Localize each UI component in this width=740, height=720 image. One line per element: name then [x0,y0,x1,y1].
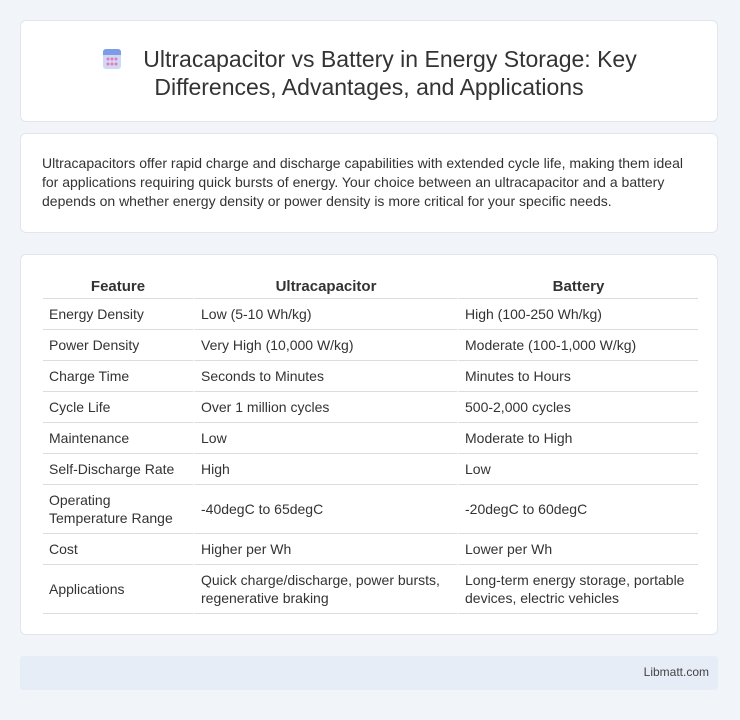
battery-cell: 500-2,000 cycles [457,392,698,423]
battery-cell: Low [457,454,698,485]
intro-paragraph: Ultracapacitors offer rapid charge and discharge capabilities with extended cycle life, making them ideal for applications requiring quick bursts of energy. Your choice between an ultracapacitor and a battery depends on whether energy density or power density is more critical for your specific needs. [42,155,683,209]
header-battery: Battery [457,275,698,299]
ultracapacitor-cell: Quick charge/discharge, power bursts, regenerative braking [193,565,457,614]
page-title [21,45,717,101]
title-line-1 [21,45,717,73]
ultracapacitor-cell: Low [193,423,457,454]
header-feature: Feature [43,275,193,299]
feature-cell: Self-Discharge Rate [43,454,193,485]
title-text-2: Differences, Advantages, and Applications [154,74,584,100]
feature-cell: Power Density [43,330,193,361]
table-row [43,361,698,392]
table-row [43,423,698,454]
table-row [43,485,698,534]
intro-card [20,133,718,233]
comparison-table [43,275,698,614]
feature-cell: Maintenance [43,423,193,454]
header-ultracapacitor: Ultracapacitor [193,275,457,299]
footer-site-link[interactable]: Libmatt.com [643,665,709,679]
ultracapacitor-cell: Low (5-10 Wh/kg) [193,299,457,330]
table-header-row [43,275,698,299]
battery-cell: Lower per Wh [457,534,698,565]
battery-cell: Long-term energy storage, portable devices, electric vehicles [457,565,698,614]
ultracapacitor-cell: Higher per Wh [193,534,457,565]
table-row [43,454,698,485]
comparison-table-card [20,254,718,635]
table-row [43,299,698,330]
table-row [43,565,698,614]
ultracapacitor-cell: Very High (10,000 W/kg) [193,330,457,361]
table-row [43,330,698,361]
feature-cell: Cost [43,534,193,565]
battery-cell: Moderate to High [457,423,698,454]
feature-cell: Charge Time [43,361,193,392]
ultracapacitor-cell: Over 1 million cycles [193,392,457,423]
footer [20,656,718,690]
ultracapacitor-cell: -40degC to 65degC [193,485,457,534]
feature-cell: Cycle Life [43,392,193,423]
title-card [20,20,718,122]
table-row [43,392,698,423]
battery-cell: -20degC to 60degC [457,485,698,534]
battery-cell: Moderate (100-1,000 W/kg) [457,330,698,361]
table-row [43,534,698,565]
battery-cell: High (100-250 Wh/kg) [457,299,698,330]
ultracapacitor-cell: High [193,454,457,485]
feature-cell: Applications [43,565,193,614]
feature-cell: Energy Density [43,299,193,330]
calculator-icon [101,48,123,70]
ultracapacitor-cell: Seconds to Minutes [193,361,457,392]
battery-cell: Minutes to Hours [457,361,698,392]
feature-cell: Operating Temperature Range [43,485,193,534]
title-text-1: Ultracapacitor vs Battery in Energy Storage: Key [143,46,637,72]
